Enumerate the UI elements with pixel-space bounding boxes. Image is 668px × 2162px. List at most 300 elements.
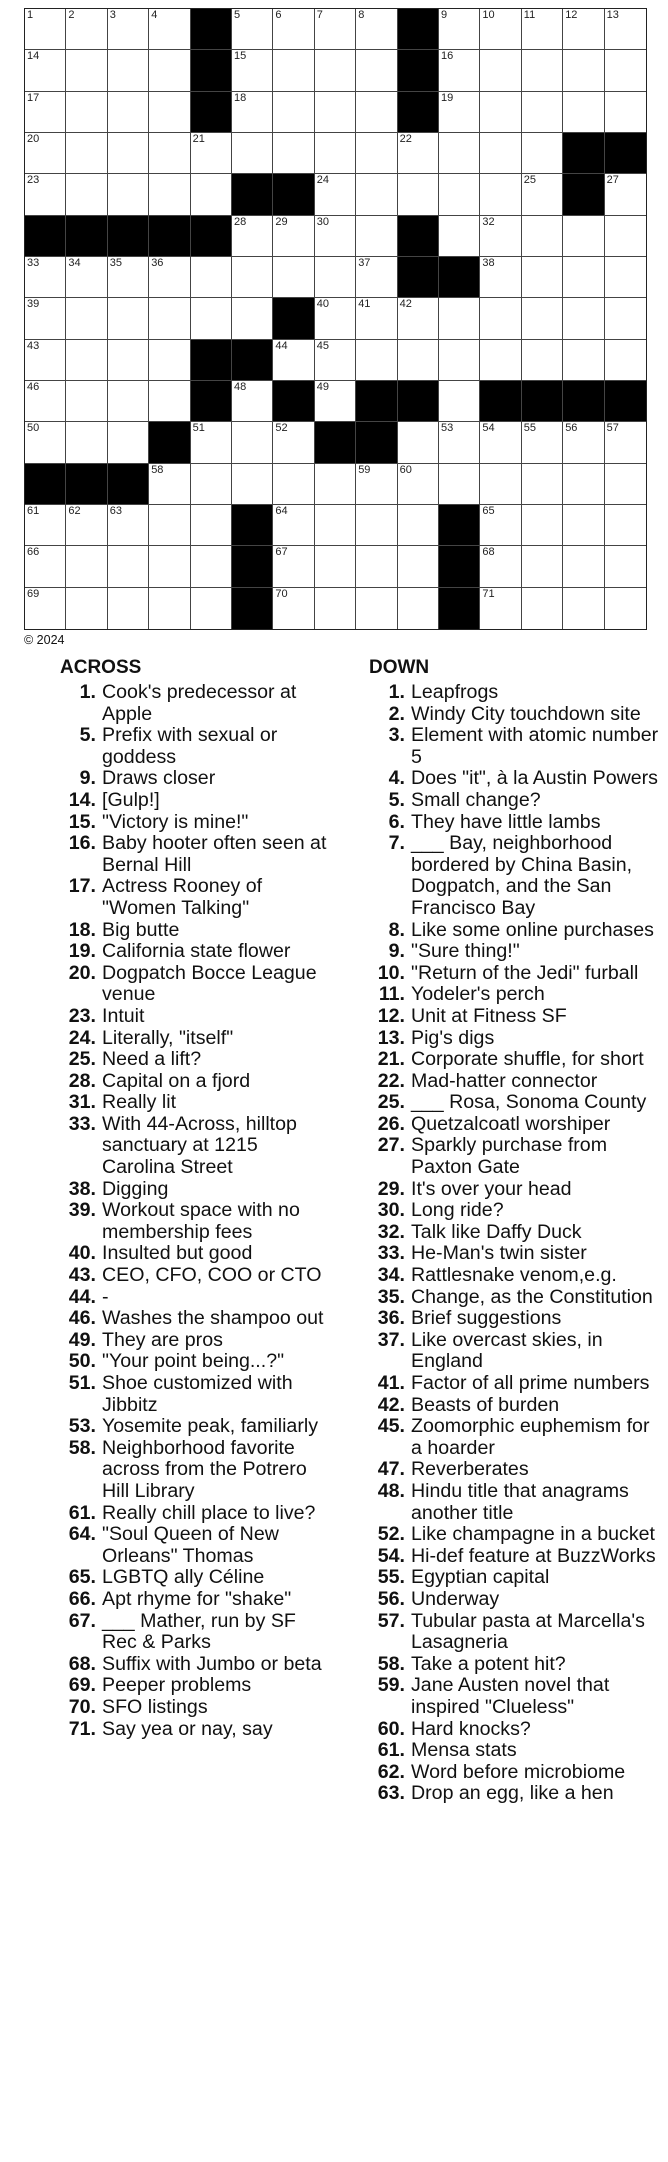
clue-text: Does "it", à la Austin Powers xyxy=(411,767,658,790)
grid-cell[interactable] xyxy=(563,422,604,463)
grid-cell[interactable] xyxy=(480,9,521,50)
grid-cell[interactable] xyxy=(315,464,356,505)
clue-text: Reverberates xyxy=(411,1458,529,1481)
grid-cell[interactable] xyxy=(66,50,107,91)
cell-number: 30 xyxy=(316,215,330,228)
clue-number: 3. xyxy=(388,724,405,747)
grid-cell[interactable] xyxy=(25,9,66,50)
cell-number: 63 xyxy=(109,504,123,517)
clue-number: 53. xyxy=(68,1415,96,1438)
grid-cell[interactable] xyxy=(315,92,356,133)
grid-cell[interactable] xyxy=(522,464,563,505)
grid-cell[interactable] xyxy=(191,505,232,546)
across-heading: ACROSS xyxy=(60,657,142,678)
cell-number: 70 xyxy=(275,587,288,600)
grid-cell[interactable] xyxy=(522,340,563,381)
cell-number: 27 xyxy=(606,174,619,187)
grid-cell[interactable] xyxy=(439,464,480,505)
grid-cell[interactable] xyxy=(149,50,190,91)
grid-cell[interactable] xyxy=(480,505,521,546)
grid-cell[interactable] xyxy=(191,546,232,587)
grid-cell[interactable] xyxy=(605,50,646,91)
grid-cell[interactable] xyxy=(108,50,149,91)
grid-cell[interactable] xyxy=(398,298,439,339)
cell-number: 21 xyxy=(192,132,205,145)
grid-cell[interactable] xyxy=(439,216,480,257)
grid-cell[interactable] xyxy=(66,546,107,587)
down-clue xyxy=(369,1200,659,1222)
down-clue xyxy=(369,1330,659,1373)
grid-cell[interactable] xyxy=(398,505,439,546)
grid-cell[interactable] xyxy=(66,92,107,133)
grid-cell[interactable] xyxy=(480,298,521,339)
grid-cell[interactable] xyxy=(232,298,273,339)
grid-cell[interactable] xyxy=(315,588,356,629)
grid-cell[interactable] xyxy=(522,546,563,587)
grid-cell[interactable] xyxy=(232,464,273,505)
clue-number: 59. xyxy=(377,1674,405,1697)
grid-cell[interactable] xyxy=(25,92,66,133)
clue-number: 10. xyxy=(377,961,405,984)
grid-cell[interactable] xyxy=(480,216,521,257)
clue-text: They are pros xyxy=(102,1328,223,1351)
black-square xyxy=(398,381,439,422)
clue-text: Beasts of burden xyxy=(411,1393,560,1416)
grid-cell[interactable] xyxy=(356,216,397,257)
grid-cell[interactable] xyxy=(273,216,314,257)
down-clue xyxy=(369,1395,659,1417)
grid-cell[interactable] xyxy=(522,174,563,215)
across-clue xyxy=(60,941,330,963)
black-square xyxy=(232,546,273,587)
clue-text: Baby hooter often seen at Bernal Hill xyxy=(102,832,327,876)
grid-cell[interactable] xyxy=(191,422,232,463)
grid-cell[interactable] xyxy=(108,174,149,215)
grid-cell[interactable] xyxy=(522,588,563,629)
grid-cell[interactable] xyxy=(439,92,480,133)
grid-cell[interactable] xyxy=(315,50,356,91)
across-clue xyxy=(60,768,330,790)
grid-cell[interactable] xyxy=(191,133,232,174)
clue-number: 58. xyxy=(377,1652,405,1675)
grid-cell[interactable] xyxy=(398,464,439,505)
grid-cell[interactable] xyxy=(66,9,107,50)
grid-cell[interactable] xyxy=(356,505,397,546)
cell-number: 57 xyxy=(606,422,619,435)
grid-cell[interactable] xyxy=(149,340,190,381)
cell-number: 71 xyxy=(482,587,495,600)
grid-cell[interactable] xyxy=(149,464,190,505)
cell-number: 8 xyxy=(358,9,365,21)
cell-number: 3 xyxy=(109,9,116,21)
grid-cell[interactable] xyxy=(66,174,107,215)
black-square xyxy=(563,133,604,174)
clue-number: 47. xyxy=(377,1458,405,1481)
grid-cell[interactable] xyxy=(25,546,66,587)
grid-cell[interactable] xyxy=(108,9,149,50)
grid-cell[interactable] xyxy=(232,216,273,257)
black-square xyxy=(439,588,480,629)
clue-number: 17. xyxy=(68,875,96,898)
clue-text: CEO, CFO, COO or CTO xyxy=(102,1264,322,1287)
grid-cell[interactable] xyxy=(66,422,107,463)
grid-cell[interactable] xyxy=(315,9,356,50)
clue-text: Capital on a fjord xyxy=(102,1069,251,1092)
clue-text: Word before microbiome xyxy=(411,1760,626,1783)
grid-cell[interactable] xyxy=(563,505,604,546)
grid-cell[interactable] xyxy=(563,257,604,298)
grid-cell[interactable] xyxy=(356,174,397,215)
across-clues xyxy=(60,656,330,1740)
down-clue xyxy=(369,1762,659,1784)
clue-number: 26. xyxy=(377,1112,405,1135)
grid-cell[interactable] xyxy=(605,298,646,339)
grid-cell[interactable] xyxy=(108,546,149,587)
grid-cell[interactable] xyxy=(149,298,190,339)
grid-cell[interactable] xyxy=(605,257,646,298)
grid-cell[interactable] xyxy=(66,257,107,298)
grid-cell[interactable] xyxy=(315,257,356,298)
grid-cell[interactable] xyxy=(563,588,604,629)
grid-cell[interactable] xyxy=(149,505,190,546)
grid-cell[interactable] xyxy=(25,588,66,629)
grid-cell[interactable] xyxy=(439,422,480,463)
grid-cell[interactable] xyxy=(232,257,273,298)
grid-cell[interactable] xyxy=(315,546,356,587)
clue-number: 45. xyxy=(377,1415,405,1438)
clue-number: 2. xyxy=(388,702,405,725)
across-clue xyxy=(60,833,330,876)
cell-number: 17 xyxy=(27,91,40,104)
cell-number: 5 xyxy=(234,9,241,21)
grid-cell[interactable] xyxy=(563,92,604,133)
black-square xyxy=(273,174,314,215)
grid-cell[interactable] xyxy=(480,257,521,298)
grid-cell[interactable] xyxy=(439,50,480,91)
clue-number: 38. xyxy=(68,1177,96,1200)
grid-cell[interactable] xyxy=(356,546,397,587)
grid-cell[interactable] xyxy=(522,92,563,133)
clue-number: 61. xyxy=(68,1501,96,1524)
grid-cell[interactable] xyxy=(563,216,604,257)
grid-cell[interactable] xyxy=(356,257,397,298)
down-clue xyxy=(369,1783,659,1805)
grid-cell[interactable] xyxy=(108,381,149,422)
grid-cell[interactable] xyxy=(25,340,66,381)
clue-text: Unit at Fitness SF xyxy=(411,1004,567,1027)
clue-number: 50. xyxy=(68,1350,96,1373)
grid-cell[interactable] xyxy=(25,422,66,463)
grid-cell[interactable] xyxy=(108,298,149,339)
grid-cell[interactable] xyxy=(315,340,356,381)
cell-number: 36 xyxy=(151,256,164,269)
grid-cell[interactable] xyxy=(25,298,66,339)
across-clue xyxy=(60,1697,330,1719)
grid-cell[interactable] xyxy=(605,174,646,215)
cell-number: 67 xyxy=(275,546,288,559)
grid-cell[interactable] xyxy=(480,588,521,629)
grid-cell[interactable] xyxy=(315,381,356,422)
grid-cell[interactable] xyxy=(232,92,273,133)
down-heading: DOWN xyxy=(369,657,430,678)
grid-cell[interactable] xyxy=(315,133,356,174)
clue-text: Hindu title that anagrams another title xyxy=(411,1479,629,1524)
grid-cell[interactable] xyxy=(191,257,232,298)
black-square xyxy=(108,216,149,257)
across-clue xyxy=(60,1006,330,1028)
grid-cell[interactable] xyxy=(439,174,480,215)
grid-cell[interactable] xyxy=(66,588,107,629)
grid-cell[interactable] xyxy=(356,9,397,50)
grid-cell[interactable] xyxy=(439,381,480,422)
clue-text: Yosemite peak, familiarly xyxy=(102,1415,318,1438)
grid-cell[interactable] xyxy=(439,340,480,381)
grid-cell[interactable] xyxy=(480,464,521,505)
grid-cell[interactable] xyxy=(356,50,397,91)
grid-cell[interactable] xyxy=(356,464,397,505)
clue-number: 65. xyxy=(68,1566,96,1589)
grid-cell[interactable] xyxy=(605,464,646,505)
grid-cell[interactable] xyxy=(25,257,66,298)
grid-cell[interactable] xyxy=(149,92,190,133)
grid-cell[interactable] xyxy=(315,174,356,215)
grid-cell[interactable] xyxy=(108,92,149,133)
cell-number: 13 xyxy=(606,9,619,21)
clue-text: ___ Mather, run by SF Rec & Parks xyxy=(102,1609,296,1654)
grid-cell[interactable] xyxy=(522,505,563,546)
grid-cell[interactable] xyxy=(25,50,66,91)
across-clue xyxy=(60,1524,330,1567)
clue-text: Apt rhyme for "shake" xyxy=(102,1587,292,1610)
grid-cell[interactable] xyxy=(149,381,190,422)
grid-cell[interactable] xyxy=(232,50,273,91)
clue-text: Insulted but good xyxy=(102,1242,253,1265)
clue-number: 70. xyxy=(68,1695,96,1718)
grid-cell[interactable] xyxy=(605,340,646,381)
across-clue xyxy=(60,1589,330,1611)
grid-cell[interactable] xyxy=(563,50,604,91)
cell-number: 46 xyxy=(27,380,40,393)
grid-cell[interactable] xyxy=(108,133,149,174)
grid-cell[interactable] xyxy=(149,257,190,298)
black-square xyxy=(439,257,480,298)
grid-cell[interactable] xyxy=(605,9,646,50)
clue-text: [Gulp!] xyxy=(102,788,160,811)
grid-cell[interactable] xyxy=(522,133,563,174)
grid-cell[interactable] xyxy=(315,216,356,257)
grid-cell[interactable] xyxy=(522,216,563,257)
grid-cell[interactable] xyxy=(25,174,66,215)
grid-cell[interactable] xyxy=(191,464,232,505)
cell-number: 1 xyxy=(27,9,34,21)
grid-cell[interactable] xyxy=(149,9,190,50)
grid-cell[interactable] xyxy=(563,340,604,381)
black-square xyxy=(232,174,273,215)
grid-cell[interactable] xyxy=(605,588,646,629)
grid-cell[interactable] xyxy=(522,50,563,91)
cell-number: 66 xyxy=(27,546,40,559)
grid-cell[interactable] xyxy=(232,133,273,174)
grid-cell[interactable] xyxy=(563,298,604,339)
clue-text: Rattlesnake venom,e.g. xyxy=(411,1264,617,1287)
grid-cell[interactable] xyxy=(522,9,563,50)
grid-cell[interactable] xyxy=(191,298,232,339)
cell-number: 56 xyxy=(565,422,578,435)
grid-cell[interactable] xyxy=(66,133,107,174)
clue-text: Big butte xyxy=(102,918,180,941)
grid-cell[interactable] xyxy=(398,133,439,174)
grid-cell[interactable] xyxy=(605,546,646,587)
cell-number: 40 xyxy=(316,298,330,311)
across-clue xyxy=(60,812,330,834)
grid-cell[interactable] xyxy=(66,340,107,381)
grid-cell[interactable] xyxy=(315,505,356,546)
grid-cell[interactable] xyxy=(232,422,273,463)
grid-cell[interactable] xyxy=(232,381,273,422)
clue-text: They have little lambs xyxy=(411,810,601,833)
clue-number: 9. xyxy=(79,767,96,790)
grid-cell[interactable] xyxy=(605,92,646,133)
grid-cell[interactable] xyxy=(439,9,480,50)
clue-number: 68. xyxy=(68,1652,96,1675)
cell-number: 48 xyxy=(234,380,247,393)
grid-cell[interactable] xyxy=(398,588,439,629)
grid-cell[interactable] xyxy=(356,133,397,174)
black-square xyxy=(273,381,314,422)
down-clue xyxy=(369,1373,659,1395)
down-clue xyxy=(369,1071,659,1093)
cell-number: 22 xyxy=(399,132,412,145)
grid-cell[interactable] xyxy=(273,133,314,174)
clue-text: Neighborhood favorite across from the Potrero Hill Library xyxy=(102,1436,307,1502)
grid-cell[interactable] xyxy=(439,133,480,174)
cell-number: 51 xyxy=(192,422,205,435)
clue-number: 49. xyxy=(68,1328,96,1351)
clue-number: 31. xyxy=(68,1091,96,1114)
grid-cell[interactable] xyxy=(149,588,190,629)
grid-cell[interactable] xyxy=(66,381,107,422)
clue-text: Actress Rooney of "Women Talking" xyxy=(102,875,263,919)
grid-cell[interactable] xyxy=(273,257,314,298)
grid-cell[interactable] xyxy=(356,340,397,381)
clue-text: Cook's predecessor at Apple xyxy=(102,681,297,725)
grid-cell[interactable] xyxy=(66,505,107,546)
grid-cell[interactable] xyxy=(108,257,149,298)
grid-cell[interactable] xyxy=(563,546,604,587)
down-clue xyxy=(369,1114,659,1136)
grid-cell[interactable] xyxy=(605,505,646,546)
grid-cell[interactable] xyxy=(522,422,563,463)
grid-cell[interactable] xyxy=(315,298,356,339)
across-clue xyxy=(60,1028,330,1050)
black-square xyxy=(398,216,439,257)
grid-cell[interactable] xyxy=(398,340,439,381)
clue-number: 48. xyxy=(377,1479,405,1502)
grid-cell[interactable] xyxy=(149,546,190,587)
cell-number: 18 xyxy=(234,91,247,104)
grid-cell[interactable] xyxy=(108,340,149,381)
grid-cell[interactable] xyxy=(480,422,521,463)
grid-cell[interactable] xyxy=(605,216,646,257)
grid-cell[interactable] xyxy=(108,422,149,463)
grid-cell[interactable] xyxy=(25,133,66,174)
grid-cell[interactable] xyxy=(273,588,314,629)
grid-cell[interactable] xyxy=(108,588,149,629)
grid-cell[interactable] xyxy=(25,381,66,422)
grid-cell[interactable] xyxy=(398,174,439,215)
cell-number: 34 xyxy=(68,256,81,269)
grid-cell[interactable] xyxy=(480,546,521,587)
clue-number: 13. xyxy=(377,1026,405,1049)
grid-cell[interactable] xyxy=(439,298,480,339)
clue-text: Windy City touchdown site xyxy=(411,702,641,725)
down-clue xyxy=(369,1287,659,1309)
black-square xyxy=(108,464,149,505)
clue-number: 39. xyxy=(68,1199,96,1222)
grid-cell[interactable] xyxy=(563,464,604,505)
clue-number: 33. xyxy=(377,1242,405,1265)
grid-cell[interactable] xyxy=(273,505,314,546)
grid-cell[interactable] xyxy=(480,340,521,381)
grid-cell[interactable] xyxy=(273,464,314,505)
grid-cell[interactable] xyxy=(480,92,521,133)
grid-cell[interactable] xyxy=(108,505,149,546)
grid-cell[interactable] xyxy=(480,174,521,215)
grid-cell[interactable] xyxy=(480,133,521,174)
grid-cell[interactable] xyxy=(149,174,190,215)
grid-cell[interactable] xyxy=(273,546,314,587)
across-clue xyxy=(60,1611,330,1654)
grid-cell[interactable] xyxy=(398,546,439,587)
clue-number: 64. xyxy=(68,1523,96,1546)
grid-cell[interactable] xyxy=(149,133,190,174)
down-clue xyxy=(369,812,659,834)
crossword-grid xyxy=(24,8,647,630)
grid-cell[interactable] xyxy=(522,257,563,298)
cell-number: 35 xyxy=(109,256,123,269)
black-square xyxy=(522,381,563,422)
grid-cell[interactable] xyxy=(273,340,314,381)
cell-number: 58 xyxy=(151,463,164,476)
grid-cell[interactable] xyxy=(480,50,521,91)
down-clue xyxy=(369,1740,659,1762)
grid-cell[interactable] xyxy=(273,92,314,133)
grid-cell[interactable] xyxy=(356,298,397,339)
grid-cell[interactable] xyxy=(273,50,314,91)
grid-cell[interactable] xyxy=(605,422,646,463)
grid-cell[interactable] xyxy=(398,422,439,463)
grid-cell[interactable] xyxy=(25,505,66,546)
across-clue xyxy=(60,1438,330,1503)
grid-cell[interactable] xyxy=(191,174,232,215)
grid-cell[interactable] xyxy=(273,422,314,463)
across-clue xyxy=(60,1179,330,1201)
clue-number: 23. xyxy=(68,1004,96,1027)
grid-cell[interactable] xyxy=(66,298,107,339)
grid-cell[interactable] xyxy=(563,9,604,50)
down-clue xyxy=(369,1308,659,1330)
grid-cell[interactable] xyxy=(273,9,314,50)
grid-cell[interactable] xyxy=(522,298,563,339)
grid-cell[interactable] xyxy=(356,92,397,133)
grid-cell[interactable] xyxy=(232,9,273,50)
grid-cell[interactable] xyxy=(191,588,232,629)
cell-number: 68 xyxy=(482,546,495,559)
cell-number: 42 xyxy=(399,298,412,311)
down-clue xyxy=(369,1654,659,1676)
clue-number: 36. xyxy=(377,1307,405,1330)
grid-cell[interactable] xyxy=(356,588,397,629)
